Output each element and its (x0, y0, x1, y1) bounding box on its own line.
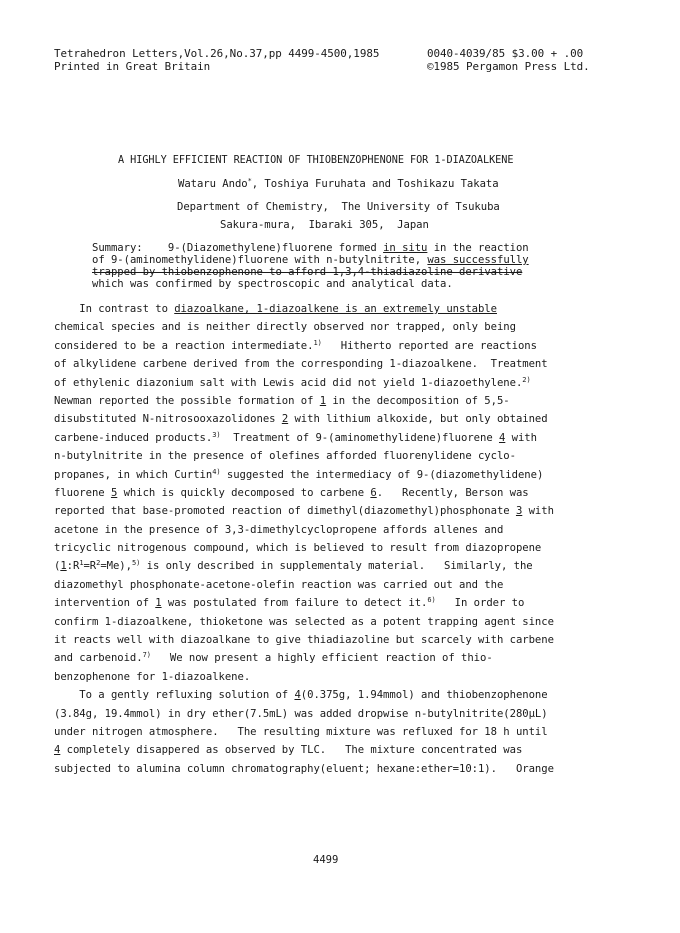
body-line: benzophenone for 1-diazoalkene. (54, 671, 251, 683)
corresponding-author-mark: * (247, 177, 252, 185)
compound-number: 1 (319, 395, 327, 407)
printed-in: Printed in Great Britain (54, 60, 211, 73)
body-line: confirm 1-diazoalkene, thioketone was selected as a potent trapping agent since (54, 616, 554, 628)
body-line: Newman reported the possible formation of 1 in the decomposition of 5,5- (54, 395, 510, 407)
reference-mark: 7) (142, 651, 151, 659)
body-line: under nitrogen atmosphere. The resulting mixture was refluxed for 18 h until (54, 726, 548, 738)
affiliation-line-1: Department of Chemistry, The University of Tsukuba (177, 201, 500, 213)
affiliation-line-2: Sakura-mura, Ibaraki 305, Japan (220, 219, 429, 231)
body-line: disubstituted N-nitrosooxazolidones 2 with lithium alkoxide, but only obtained (54, 413, 548, 425)
compound-number: 6 (370, 487, 377, 499)
body-line: it reacts well with diazoalkane to give thiadiazoline but scarcely with carbene (54, 634, 554, 646)
reference-mark: 6) (427, 596, 436, 604)
reference-mark: 3) (212, 431, 221, 439)
paper-title: A HIGHLY EFFICIENT REACTION OF THIOBENZOPHENONE FOR 1-DIAZOALKENE (118, 155, 514, 166)
copyright: ©1985 Pergamon Press Ltd. (427, 60, 590, 73)
compound-number: 3 (515, 505, 523, 517)
body-line: of ethylenic diazonium salt with Lewis acid did not yield 1-diazoethylene.$^{2)}$ (54, 376, 531, 389)
body-line: (3.84g, 19.4mmol) in dry ether(7.5mL) was added dropwise n-butylnitrite(280μL) (54, 708, 548, 720)
body-line: To a gently refluxing solution of 4(0.375g, 1.94mmol) and thiobenzophenone (54, 689, 548, 701)
summary-line: Summary: 9-(Diazomethylene)fluorene formed in situ in the reaction (92, 242, 529, 254)
summary-line: trapped by thiobenzophenone to afford 1,3,4-thiadiazoline derivative (92, 266, 523, 278)
summary-line: of 9-(aminomethylidene)fluorene with n-butylnitrite, was successfully (92, 254, 529, 266)
body-line: fluorene 5 which is quickly decomposed to carbene 6. Recently, Berson was (54, 487, 529, 499)
reference-mark: 4) (212, 468, 221, 476)
body-line: $(1:R^1=R^2=Me),^{5)}$ is only described in supplementaly material. Similarly, the (54, 559, 533, 572)
body-line: propanes, in which Curtin$^{4)}$ suggested the intermediacy of 9-(diazomethylidene) (54, 468, 544, 481)
body-line: intervention of 1 was postulated from failure to detect it.$^{6)}$ In order to (54, 596, 525, 609)
body-line: In contrast to diazoalkane, 1-diazoalkene is an extremely unstable (54, 303, 497, 315)
in-situ-text: in situ (383, 242, 428, 254)
reference-mark: 1) (313, 339, 322, 347)
page-number: 4499 (313, 854, 339, 866)
author-ando: Wataru Ando (178, 178, 248, 190)
compound-number: 4 (498, 432, 506, 444)
body-line: n-butylnitrite in the presence of olefines afforded fluorenylidene cyclo- (54, 450, 516, 462)
journal-citation: Tetrahedron Letters,Vol.26,No.37,pp 4499-4500,1985 (54, 47, 380, 60)
body-line: 4 completely disappered as observed by TLC. The mixture concentrated was (54, 744, 523, 756)
reference-mark: 2) (522, 376, 531, 384)
body-line: of alkylidene carbene derived from the corresponding 1-diazoalkene. Treatment (54, 358, 548, 370)
compound-number: 4 (294, 689, 301, 701)
compound-number: 1 (60, 560, 67, 572)
body-line: chemical species and is neither directly observed nor trapped, only being (54, 321, 516, 333)
compound-number: 4 (54, 744, 61, 756)
compound-number: 5 (110, 487, 118, 499)
issn-price: 0040-4039/85 $3.00 + .00 (427, 47, 584, 60)
body-line: tricyclic nitrogenous compound, which is believed to result from diazopropene (54, 542, 542, 554)
body-line: carbene-induced products.$^{3)}$ Treatment of 9-(aminomethylidene)fluorene 4 with (54, 431, 537, 444)
body-line: subjected to alumina column chromatography(eluent; hexane:ether=10:1). Orange (54, 763, 554, 775)
author-list (178, 178, 499, 191)
compound-number: 2 (281, 413, 289, 425)
body-line: and carbenoid.$^{7)}$ We now present a highly efficient reaction of thio- (54, 651, 493, 664)
body-line: acetone in the presence of 3,3-dimethylcyclopropene affords allenes and (54, 524, 504, 536)
summary-line: which was confirmed by spectroscopic and analytical data. (92, 278, 453, 290)
reference-mark: 5) (131, 559, 141, 567)
body-line: diazomethyl phosphonate-acetone-olefin reaction was carried out and the (54, 579, 504, 591)
author-others: , Toshiya Furuhata and Toshikazu Takata (251, 178, 499, 190)
body-line: reported that base-promoted reaction of dimethyl(diazomethyl)phosphonate 3 with (54, 505, 554, 517)
compound-number: 1 (155, 597, 162, 609)
body-line: considered to be a reaction intermediate.$^{1)}$ Hitherto reported are reactions (54, 339, 537, 352)
